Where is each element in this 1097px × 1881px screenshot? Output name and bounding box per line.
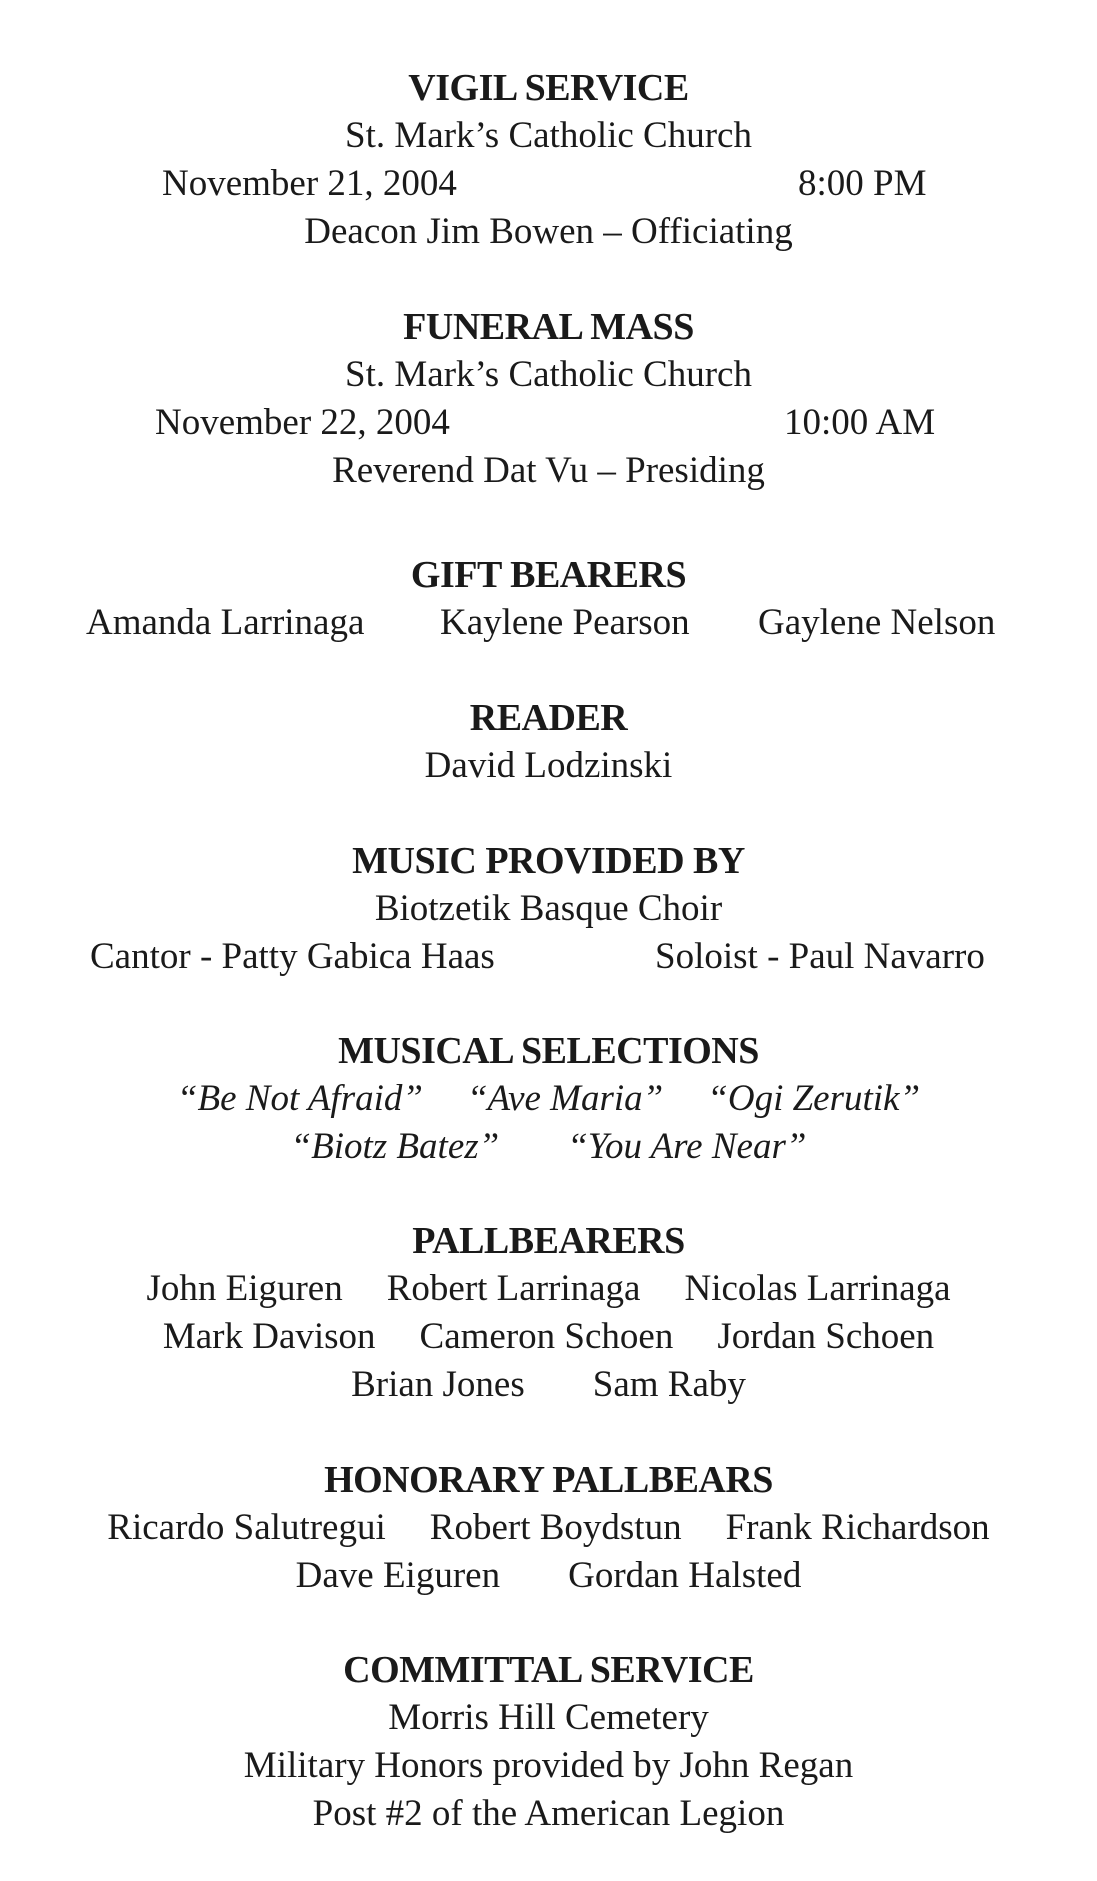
selections-line-1 <box>0 1075 1097 1123</box>
honorary-name: Ricardo Salutregui <box>107 1507 386 1548</box>
pallbearers-line-1 <box>0 1265 1097 1313</box>
music-performers-row <box>0 933 1097 981</box>
pallbearer-name: Nicolas Larrinaga <box>684 1268 951 1309</box>
honorary-name: Frank Richardson <box>725 1507 990 1548</box>
funeral-section <box>0 303 1097 495</box>
committal-honors: Military Honors provided by John Regan <box>243 1745 854 1786</box>
song-title: “Biotz Batez” <box>290 1126 500 1167</box>
gift-bearers-heading: GIFT BEARERS <box>410 554 687 596</box>
vigil-heading: VIGIL SERVICE <box>408 67 689 109</box>
honorary-section <box>0 1456 1097 1600</box>
vigil-date-row <box>0 160 1097 208</box>
pallbearers-heading: PALLBEARERS <box>412 1220 685 1262</box>
reader-section <box>0 694 1097 790</box>
pallbearer-name: Cameron Schoen <box>419 1316 674 1357</box>
honorary-line-2 <box>0 1552 1097 1600</box>
selections-section <box>0 1027 1097 1171</box>
honorary-name: Gordan Halsted <box>568 1555 802 1596</box>
committal-section <box>0 1646 1097 1838</box>
pallbearer-name: Brian Jones <box>351 1364 525 1405</box>
pallbearer-name: Jordan Schoen <box>717 1316 935 1357</box>
gift-bearer-name: Amanda Larrinaga <box>86 602 365 643</box>
vigil-section <box>0 64 1097 256</box>
funeral-presider: Reverend Dat Vu – Presiding <box>332 450 765 491</box>
gift-bearer-name: Gaylene Nelson <box>758 602 996 643</box>
gift-bearer-name: Kaylene Pearson <box>440 602 690 643</box>
funeral-heading: FUNERAL MASS <box>403 306 694 348</box>
music-section <box>0 837 1097 981</box>
gift-bearers-section <box>0 551 1097 647</box>
committal-heading: COMMITTAL SERVICE <box>343 1649 754 1691</box>
vigil-location: St. Mark’s Catholic Church <box>345 115 752 156</box>
committal-post: Post #2 of the American Legion <box>312 1793 785 1834</box>
song-title: “You Are Near” <box>567 1126 807 1167</box>
pallbearer-name: Robert Larrinaga <box>386 1268 641 1309</box>
selections-line-2 <box>0 1123 1097 1171</box>
pallbearer-name: John Eiguren <box>146 1268 343 1309</box>
honorary-name: Dave Eiguren <box>295 1555 501 1596</box>
vigil-time: 8:00 PM <box>798 163 927 204</box>
committal-location: Morris Hill Cemetery <box>388 1697 709 1738</box>
vigil-date: November 21, 2004 <box>162 163 457 204</box>
song-title: “Be Not Afraid” <box>176 1078 423 1119</box>
pallbearers-line-2 <box>0 1313 1097 1361</box>
honorary-heading: HONORARY PALLBEARS <box>324 1459 773 1501</box>
honorary-name: Robert Boydstun <box>429 1507 682 1548</box>
honorary-line-1 <box>0 1504 1097 1552</box>
pallbearer-name: Sam Raby <box>592 1364 746 1405</box>
selections-heading: MUSICAL SELECTIONS <box>338 1030 759 1072</box>
music-soloist: Soloist - Paul Navarro <box>655 936 985 977</box>
gift-bearers-row <box>0 599 1097 647</box>
song-title: “Ave Maria” <box>466 1078 664 1119</box>
funeral-date-row <box>0 399 1097 447</box>
funeral-date: November 22, 2004 <box>155 402 450 443</box>
funeral-time: 10:00 AM <box>784 402 936 443</box>
music-cantor: Cantor - Patty Gabica Haas <box>90 936 495 977</box>
vigil-officiant: Deacon Jim Bowen – Officiating <box>304 211 793 252</box>
pallbearer-name: Mark Davison <box>162 1316 376 1357</box>
pallbearers-section <box>0 1217 1097 1409</box>
music-heading: MUSIC PROVIDED BY <box>352 840 745 882</box>
song-title: “Ogi Zerutik” <box>707 1078 921 1119</box>
pallbearers-line-3 <box>0 1361 1097 1409</box>
reader-heading: READER <box>469 697 628 739</box>
music-choir: Biotzetik Basque Choir <box>374 888 723 929</box>
reader-name: David Lodzinski <box>424 745 673 786</box>
funeral-location: St. Mark’s Catholic Church <box>345 354 752 395</box>
